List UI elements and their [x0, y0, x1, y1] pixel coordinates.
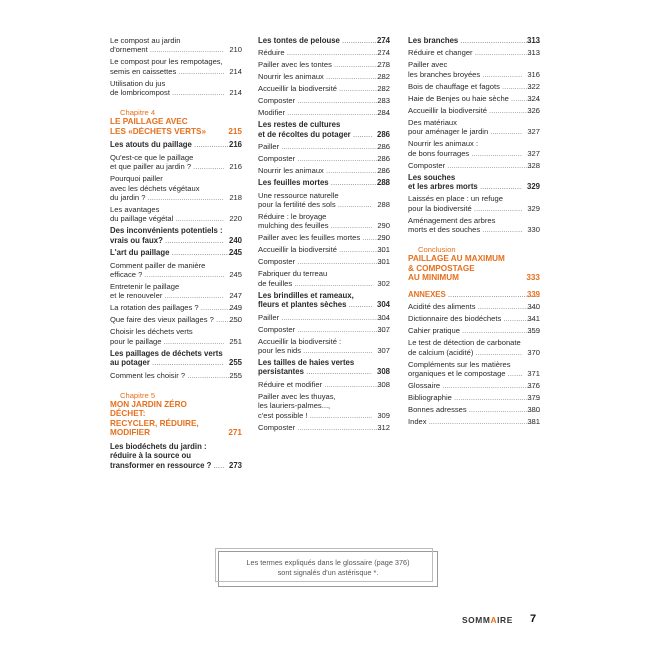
- page-ref: 288: [377, 200, 390, 210]
- page-ref: 301: [377, 257, 390, 267]
- page-ref: 214: [229, 88, 242, 98]
- entry-text: réduire à la source ou: [110, 451, 192, 461]
- page-ref: 271: [228, 428, 242, 438]
- entry-text: Composter .....: [258, 325, 390, 334]
- page-ref: 274: [377, 48, 390, 58]
- page-ref: 333: [526, 273, 540, 283]
- entry-text: et de récoltes du potager .....: [258, 130, 372, 139]
- toc-entry[interactable]: [258, 245, 390, 254]
- toc-entry[interactable]: [258, 166, 390, 175]
- entry-text: Pailler .....: [258, 142, 390, 151]
- chapter-title-line: MODIFIER: [110, 428, 151, 438]
- toc-entry[interactable]: [110, 327, 242, 346]
- toc-column-3: [408, 36, 540, 429]
- page-ref: 340: [527, 302, 540, 312]
- entry-text: et le renouveler .....: [110, 291, 224, 300]
- entry-text: Accueillir la biodiversité .....: [408, 106, 540, 115]
- entry-text: Que faire des vieux paillages ? .....: [110, 315, 242, 324]
- toc-entry[interactable]: [408, 60, 540, 79]
- toc-section[interactable]: [110, 226, 242, 245]
- toc-section[interactable]: [258, 358, 390, 377]
- toc-entry[interactable]: [110, 153, 242, 172]
- toc-entry[interactable]: [408, 82, 540, 91]
- toc-entry[interactable]: [408, 118, 540, 137]
- page-ref: 283: [377, 96, 390, 106]
- toc-entry[interactable]: [408, 326, 540, 335]
- toc-entry[interactable]: [258, 392, 390, 420]
- page-ref: 215: [228, 126, 242, 136]
- entry-text: Pailler avec les thuyas,: [258, 391, 336, 401]
- chapter-title-line: AU MINIMUM: [408, 273, 459, 283]
- toc-entry[interactable]: [258, 191, 390, 210]
- entry-text: Composter .....: [408, 161, 540, 170]
- toc-entry[interactable]: [258, 269, 390, 288]
- page-ref: 307: [377, 324, 390, 334]
- entry-text: Les paillages de déchets verts: [110, 348, 223, 358]
- entry-text: Aménagement des arbres: [408, 215, 496, 225]
- entry-text: Utilisation du jus: [110, 78, 166, 88]
- chapter-title-line: LE PAILLAGE AVEC: [110, 117, 188, 127]
- page-ref: 316: [527, 69, 540, 79]
- toc-entry[interactable]: [258, 212, 390, 231]
- toc-entry[interactable]: [258, 257, 390, 266]
- page-ref: 376: [527, 381, 540, 391]
- chapter-heading[interactable]: [110, 108, 242, 136]
- page-ref: 329: [527, 203, 540, 213]
- toc-section[interactable]: [110, 140, 242, 149]
- page-ref: 324: [527, 93, 540, 103]
- entry-text: Réduire : le broyage: [258, 212, 327, 222]
- toc-entry[interactable]: [258, 108, 390, 117]
- entry-text: Le compost pour les rempotages,: [110, 57, 223, 67]
- chapter-title-line: & COMPOSTAGE: [408, 263, 475, 273]
- entry-text: Les restes de cultures: [258, 120, 341, 130]
- page-ref: 304: [377, 312, 390, 322]
- entry-text: Comment les choisir ? .....: [110, 371, 242, 380]
- page-ref: 249: [229, 303, 242, 313]
- toc-entry[interactable]: [110, 371, 242, 380]
- entry-text: ANNEXES .....: [408, 290, 540, 299]
- toc-entry[interactable]: [258, 96, 390, 105]
- entry-text: Modifier .....: [258, 108, 390, 117]
- entry-text: Nourrir les animaux :: [408, 139, 479, 149]
- toc-entry[interactable]: [110, 205, 242, 224]
- toc-entry[interactable]: [110, 315, 242, 324]
- page-ref: 309: [377, 410, 390, 420]
- entry-text: transformer en ressource ? .....: [110, 461, 224, 470]
- entry-text: pour aménager le jardin .....: [408, 127, 522, 136]
- toc-entry[interactable]: [258, 60, 390, 69]
- footer-section-label: [462, 615, 513, 625]
- page-ref: 308: [376, 367, 390, 377]
- entry-text: efficace ? .....: [110, 270, 224, 279]
- page-ref: 273: [228, 460, 242, 470]
- toc-section[interactable]: [408, 173, 540, 192]
- toc-entry[interactable]: [408, 106, 540, 115]
- footer-label-part: A: [490, 615, 498, 625]
- toc-entry[interactable]: [258, 380, 390, 389]
- entry-text: Glossaire .....: [408, 381, 540, 390]
- entry-text: Les feuilles mortes .....: [258, 178, 390, 187]
- entry-text: Les souches: [408, 172, 456, 182]
- entry-text: Les biodéchets du jardin :: [110, 442, 207, 452]
- page-ref: 278: [377, 60, 390, 70]
- page-ref: 218: [229, 193, 242, 203]
- entry-text: Le compost au jardin: [110, 36, 181, 45]
- entry-text: Bibliographie .....: [408, 393, 540, 402]
- toc-entry[interactable]: [408, 94, 540, 103]
- entry-text: Pourquoi pailler: [110, 174, 163, 184]
- entry-text: Fabriquer du terreau: [258, 269, 328, 279]
- entry-text: Les brindilles et rameaux,: [258, 290, 354, 300]
- toc-entry[interactable]: [408, 302, 540, 311]
- page-ref: 304: [376, 300, 390, 310]
- chapter-label: Chapitre 5: [120, 390, 156, 400]
- page-ref: 339: [526, 290, 540, 300]
- entry-text: Accueillir la biodiversité .....: [258, 84, 390, 93]
- entry-text: d'ornement .....: [110, 45, 224, 54]
- page-ref: 308: [377, 379, 390, 389]
- page-ref: 381: [527, 417, 540, 427]
- toc-entry[interactable]: [408, 194, 540, 213]
- entry-text: Des matériaux: [408, 117, 457, 127]
- page-ref: 216: [229, 162, 242, 172]
- toc-entry[interactable]: [258, 325, 390, 334]
- page-ref: 250: [229, 315, 242, 325]
- toc-section[interactable]: [258, 120, 390, 139]
- toc-section[interactable]: [110, 349, 242, 368]
- toc-entry[interactable]: [408, 216, 540, 235]
- toc-entry[interactable]: [110, 79, 242, 98]
- entry-text: Compléments sur les matières: [408, 359, 511, 369]
- entry-text: du paillage végétal .....: [110, 214, 224, 223]
- toc-entry[interactable]: [110, 174, 242, 202]
- page-ref: 328: [527, 160, 540, 170]
- toc-entry[interactable]: [258, 337, 390, 356]
- entry-text: Pailler avec les tontes .....: [258, 60, 390, 69]
- entry-text: Les tailles de haies vertes: [258, 358, 355, 368]
- toc-entry[interactable]: [110, 261, 242, 280]
- page-ref: 286: [376, 129, 390, 139]
- entry-text: Le test de détection de carbonate: [408, 338, 521, 348]
- entry-text: Accueillir la biodiversité :: [258, 336, 342, 346]
- toc-entry[interactable]: [258, 84, 390, 93]
- entry-text: Réduire et changer .....: [408, 48, 540, 57]
- entry-text: fleurs et plantes sèches .....: [258, 300, 372, 309]
- page-ref: 282: [377, 84, 390, 94]
- entry-text: mulching des feuilles .....: [258, 221, 372, 230]
- entry-text: vrais ou faux? .....: [110, 236, 224, 245]
- page-ref: 286: [377, 166, 390, 176]
- toc-section[interactable]: [408, 36, 540, 45]
- entry-text: organiques et le compostage .....: [408, 369, 522, 378]
- page-ref: 371: [527, 369, 540, 379]
- entry-text: les lauriers-palmes...,: [258, 401, 331, 411]
- page-ref: 245: [228, 248, 242, 258]
- toc-entry[interactable]: [408, 405, 540, 414]
- page-ref: 359: [527, 326, 540, 336]
- entry-text: de bons fourrages .....: [408, 149, 522, 158]
- entry-text: Des inconvénients potentiels :: [110, 226, 223, 236]
- page-ref: 210: [229, 45, 242, 55]
- toc-entry[interactable]: [110, 36, 242, 55]
- entry-text: c'est possible ! .....: [258, 411, 372, 420]
- entry-text: Entretenir le paillage: [110, 282, 180, 292]
- entry-text: persistantes .....: [258, 367, 372, 376]
- entry-text: Choisir les déchets verts: [110, 327, 193, 337]
- page-ref: 251: [229, 336, 242, 346]
- page-ref: 216: [228, 140, 242, 150]
- toc-section[interactable]: [258, 36, 390, 45]
- toc-entry[interactable]: [258, 72, 390, 81]
- annexes-heading[interactable]: [408, 290, 540, 299]
- entry-text: avec les déchets végétaux: [110, 183, 200, 193]
- toc-entry[interactable]: [258, 142, 390, 151]
- entry-text: Composter .....: [258, 423, 390, 432]
- toc-entry[interactable]: [110, 282, 242, 301]
- chapter-title: [408, 254, 540, 283]
- page-ref: 312: [377, 422, 390, 432]
- page-ref: 301: [377, 245, 390, 255]
- toc-entry[interactable]: [408, 393, 540, 402]
- toc-entry[interactable]: [408, 314, 540, 323]
- entry-text: Index .....: [408, 417, 540, 426]
- page-ref: 329: [526, 182, 540, 192]
- conclusion-heading[interactable]: [408, 245, 540, 283]
- glossary-note: [218, 551, 438, 587]
- chapter-title: [110, 117, 242, 136]
- toc-entry[interactable]: [110, 57, 242, 76]
- toc-entry[interactable]: [258, 48, 390, 57]
- entry-text: pour la fertilité des sols .....: [258, 200, 372, 209]
- page-ref: 220: [229, 214, 242, 224]
- entry-text: pour les nids .....: [258, 346, 372, 355]
- entry-text: de lombricompost .....: [110, 88, 224, 97]
- page-ref: 327: [527, 127, 540, 137]
- entry-text: Réduire et modifier .....: [258, 380, 390, 389]
- page-ref: 288: [376, 178, 390, 188]
- page-ref: 313: [526, 36, 540, 45]
- chapter-heading[interactable]: [110, 391, 242, 438]
- chapter-title-line: PAILLAGE AU MAXIMUM: [408, 254, 505, 264]
- page-ref: 255: [228, 358, 242, 368]
- entry-text: au potager .....: [110, 358, 224, 367]
- entry-text: Composter .....: [258, 257, 390, 266]
- entry-text: Pailler .....: [258, 313, 390, 322]
- entry-text: et les arbres morts .....: [408, 182, 522, 191]
- chapter-label: Chapitre 4: [120, 108, 156, 118]
- toc-entry[interactable]: [408, 360, 540, 379]
- chapter-label: Conclusion: [418, 245, 456, 255]
- page-ref: 341: [527, 314, 540, 324]
- entry-text: de calcium (acidité) .....: [408, 348, 522, 357]
- toc-entry[interactable]: [258, 423, 390, 432]
- page-ref: 326: [527, 105, 540, 115]
- toc-section[interactable]: [110, 442, 242, 470]
- page-ref: 245: [229, 270, 242, 280]
- entry-text: Nourrir les animaux .....: [258, 166, 390, 175]
- entry-text: morts et des souches .....: [408, 225, 522, 234]
- chapter-title: [110, 400, 242, 438]
- toc-entry[interactable]: [258, 233, 390, 242]
- entry-text: Comment pailler de manière: [110, 260, 206, 270]
- entry-text: Pailler avec: [408, 60, 448, 70]
- entry-text: Composter .....: [258, 96, 390, 105]
- toc-column-2: [258, 36, 390, 435]
- toc-entry[interactable]: [408, 139, 540, 158]
- page-ref: 286: [377, 142, 390, 152]
- toc-entry[interactable]: [408, 338, 540, 357]
- entry-text: Les atouts du paillage .....: [110, 140, 242, 149]
- page-ref: 313: [527, 48, 540, 58]
- toc-entry[interactable]: [258, 154, 390, 163]
- entry-text: L'art du paillage .....: [110, 248, 242, 257]
- entry-text: Dictionnaire des biodéchets .....: [408, 314, 540, 323]
- chapter-title-line: RECYCLER, RÉDUIRE,: [110, 418, 199, 428]
- entry-text: Laissés en place : un refuge: [408, 194, 503, 204]
- page-ref: 255: [229, 370, 242, 380]
- page-ref: 290: [377, 233, 390, 243]
- page-ref: 214: [229, 66, 242, 76]
- page-ref: 379: [527, 393, 540, 403]
- entry-text: Cahier pratique .....: [408, 326, 540, 335]
- page-ref: 240: [228, 235, 242, 245]
- toc-section[interactable]: [258, 178, 390, 187]
- page-ref: 380: [527, 405, 540, 415]
- toc-section[interactable]: [258, 291, 390, 310]
- toc-entry[interactable]: [408, 161, 540, 170]
- note-line: Les termes expliqués dans le glossaire (page 376): [246, 558, 410, 567]
- note-line: sont signalés d'un astérisque *.: [277, 568, 379, 577]
- footer-label-part: SOMM: [462, 615, 491, 625]
- entry-text: Bonnes adresses .....: [408, 405, 540, 414]
- entry-text: Accueillir la biodiversité .....: [258, 245, 390, 254]
- entry-text: Les branches .....: [408, 36, 540, 45]
- entry-text: et que pailler au jardin ? .....: [110, 162, 224, 171]
- page-ref: 247: [229, 291, 242, 301]
- chapter-title-line: LES «DÉCHETS VERTS»: [110, 126, 206, 136]
- page-ref: 282: [377, 72, 390, 82]
- page-ref: 327: [527, 148, 540, 158]
- toc-entry[interactable]: [408, 48, 540, 57]
- entry-text: La rotation des paillages ? .....: [110, 303, 242, 312]
- chapter-title-line: MON JARDIN ZÉRO DÉCHET:: [110, 399, 187, 419]
- entry-text: Haie de Benjes ou haie sèche .....: [408, 94, 540, 103]
- entry-text: de feuilles .....: [258, 279, 372, 288]
- entry-text: les branches broyées .....: [408, 70, 522, 79]
- entry-text: Réduire .....: [258, 48, 390, 57]
- entry-text: Bois de chauffage et fagots .....: [408, 82, 540, 91]
- page-ref: 330: [527, 225, 540, 235]
- entry-text: Les avantages: [110, 205, 160, 215]
- toc-column-1: [110, 36, 242, 473]
- entry-text: semis en caissettes .....: [110, 67, 224, 76]
- toc-entry[interactable]: [258, 313, 390, 322]
- entry-text: Pailler avec les feuilles mortes .....: [258, 233, 390, 242]
- entry-text: Nourrir les animaux .....: [258, 72, 390, 81]
- entry-text: du jardin ? .....: [110, 193, 224, 202]
- entry-text: Acidité des aliments .....: [408, 302, 540, 311]
- page-ref: 290: [377, 221, 390, 231]
- toc-section[interactable]: [110, 248, 242, 257]
- footer-label-part: IRE: [497, 615, 513, 625]
- page-ref: 302: [377, 278, 390, 288]
- entry-text: pour le paillage .....: [110, 337, 224, 346]
- page-ref: 274: [376, 36, 390, 45]
- page-ref: 370: [527, 347, 540, 357]
- entry-text: Qu'est-ce que le paillage: [110, 152, 194, 162]
- page-ref: 286: [377, 154, 390, 164]
- entry-text: Une ressource naturelle: [258, 190, 339, 200]
- page-number: 7: [530, 613, 537, 625]
- toc-entry[interactable]: [408, 381, 540, 390]
- page-ref: 284: [377, 108, 390, 118]
- toc-entry[interactable]: [110, 303, 242, 312]
- entry-text: pour la biodiversité .....: [408, 204, 522, 213]
- page-ref: 322: [527, 81, 540, 91]
- page-ref: 307: [377, 346, 390, 356]
- toc-entry[interactable]: [408, 417, 540, 426]
- entry-text: Les tontes de pelouse .....: [258, 36, 390, 45]
- entry-text: Composter .....: [258, 154, 390, 163]
